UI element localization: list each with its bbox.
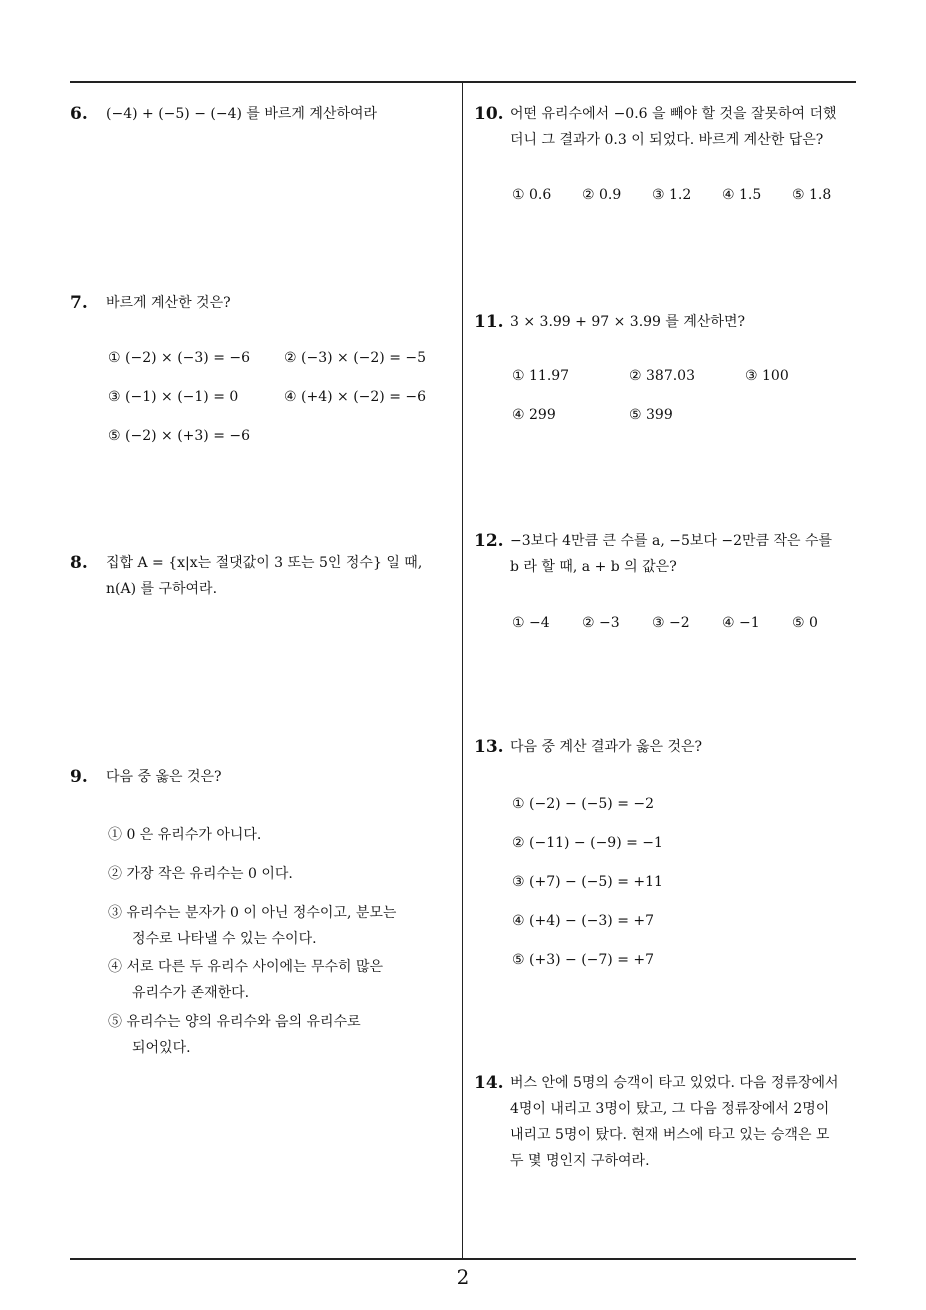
- choice-3[interactable]: ③ −2: [652, 615, 690, 631]
- question-text-line-2: 4명이 내리고 3명이 탔고, 그 다음 정류장에서 2명이: [510, 1101, 830, 1117]
- question-number: 14.: [474, 1073, 504, 1093]
- column-divider: [462, 82, 463, 1259]
- question-text-line-2: b 라 할 때, a + b 의 값은?: [510, 559, 677, 575]
- question-number: 11.: [474, 312, 504, 332]
- question-text-line-1: 집합 A = {x|x는 절댓값이 3 또는 5인 정수} 일 때,: [106, 555, 423, 571]
- question-text-line-1: 버스 안에 5명의 승객이 타고 있었다. 다음 정류장에서: [510, 1075, 839, 1091]
- question-11: [474, 309, 864, 335]
- question-number: 7.: [70, 293, 88, 313]
- choice-1[interactable]: ① (−2) × (−3) = −6: [108, 350, 251, 366]
- question-number: 8.: [70, 553, 88, 573]
- choice-text: ④ 서로 다른 두 유리수 사이에는 무수히 많은: [108, 959, 384, 975]
- choice-3[interactable]: ③ 1.2: [652, 187, 692, 203]
- choice-1[interactable]: [108, 822, 261, 848]
- question-10: [474, 101, 864, 153]
- choice-2[interactable]: ② −3: [582, 615, 620, 631]
- question-text: 3 × 3.99 + 97 × 3.99 를 계산하면?: [510, 314, 745, 330]
- choice-3[interactable]: [108, 900, 396, 952]
- choice-4[interactable]: ④ (+4) × (−2) = −6: [284, 389, 427, 405]
- choice-4[interactable]: ④ 1.5: [722, 187, 762, 203]
- question-text-line-1: −3보다 4만큼 큰 수를 a, −5보다 −2만큼 작은 수를: [510, 533, 833, 549]
- question-number: 13.: [474, 737, 504, 757]
- question-text: 다음 중 계산 결과가 옳은 것은?: [510, 739, 703, 755]
- question-9: [70, 764, 460, 790]
- question-text-line-4: 두 몇 명인지 구하여라.: [510, 1153, 650, 1169]
- choice-1[interactable]: ① 0.6: [512, 187, 552, 203]
- question-7: [70, 290, 460, 316]
- question-number: 12.: [474, 531, 504, 551]
- choice-4[interactable]: ④ −1: [722, 615, 760, 631]
- choice-text-continued: 유리수가 존재한다.: [132, 985, 250, 1001]
- question-8: [70, 550, 460, 602]
- choice-1[interactable]: ① (−2) − (−5) = −2: [512, 796, 655, 812]
- choice-4[interactable]: [108, 954, 383, 1006]
- question-text: (−4) + (−5) − (−4) 를 바르게 계산하여라: [106, 106, 378, 122]
- question-number: 10.: [474, 104, 504, 124]
- choice-3[interactable]: ③ (−1) × (−1) = 0: [108, 389, 239, 405]
- choice-5[interactable]: ⑤ 0: [792, 615, 818, 631]
- choice-3[interactable]: ③ 100: [745, 368, 789, 384]
- choice-text: ① 0 은 유리수가 아니다.: [108, 827, 262, 843]
- choice-text: ③ 유리수는 분자가 0 이 아닌 정수이고, 분모는: [108, 905, 397, 921]
- question-text: 바르게 계산한 것은?: [106, 295, 231, 311]
- question-text-line-2: n(A) 를 구하여라.: [106, 581, 218, 597]
- question-number: 9.: [70, 767, 88, 787]
- choice-5[interactable]: ⑤ 1.8: [792, 187, 832, 203]
- question-text: 다음 중 옳은 것은?: [106, 769, 222, 785]
- bottom-rule: [70, 1258, 856, 1260]
- choice-2[interactable]: ② (−3) × (−2) = −5: [284, 350, 427, 366]
- choice-1[interactable]: ① 11.97: [512, 368, 570, 384]
- question-text-line-3: 내리고 5명이 탔다. 현재 버스에 타고 있는 승객은 모: [510, 1127, 830, 1143]
- choice-4[interactable]: ④ (+4) − (−3) = +7: [512, 913, 655, 929]
- choice-text: ⑤ 유리수는 양의 유리수와 음의 유리수로: [108, 1014, 361, 1030]
- choice-5[interactable]: [108, 1009, 361, 1061]
- question-text-line-1: 어떤 유리수에서 −0.6 을 빼야 할 것을 잘못하여 더했: [510, 106, 837, 122]
- choice-2[interactable]: ② (−11) − (−9) = −1: [512, 835, 663, 851]
- choice-2[interactable]: ② 0.9: [582, 187, 622, 203]
- choice-1[interactable]: ① −4: [512, 615, 550, 631]
- question-14: [474, 1070, 864, 1174]
- top-rule: [70, 81, 856, 83]
- question-text-line-2: 더니 그 결과가 0.3 이 되었다. 바르게 계산한 답은?: [510, 132, 824, 148]
- choice-text-continued: 정수로 나타낼 수 있는 수이다.: [132, 931, 317, 947]
- choice-text: ② 가장 작은 유리수는 0 이다.: [108, 866, 293, 882]
- choice-5[interactable]: ⑤ 399: [629, 407, 673, 423]
- choice-2[interactable]: ② 387.03: [629, 368, 695, 384]
- question-number: 6.: [70, 104, 88, 124]
- page-number: 2: [456, 1265, 470, 1289]
- question-6: [70, 101, 460, 127]
- choice-5[interactable]: ⑤ (−2) × (+3) = −6: [108, 428, 251, 444]
- choice-5[interactable]: ⑤ (+3) − (−7) = +7: [512, 952, 655, 968]
- question-12: [474, 528, 864, 580]
- question-13: [474, 734, 864, 760]
- choice-3[interactable]: ③ (+7) − (−5) = +11: [512, 874, 663, 890]
- choice-text-continued: 되어있다.: [132, 1040, 191, 1056]
- choice-4[interactable]: ④ 299: [512, 407, 556, 423]
- choice-2[interactable]: [108, 861, 293, 887]
